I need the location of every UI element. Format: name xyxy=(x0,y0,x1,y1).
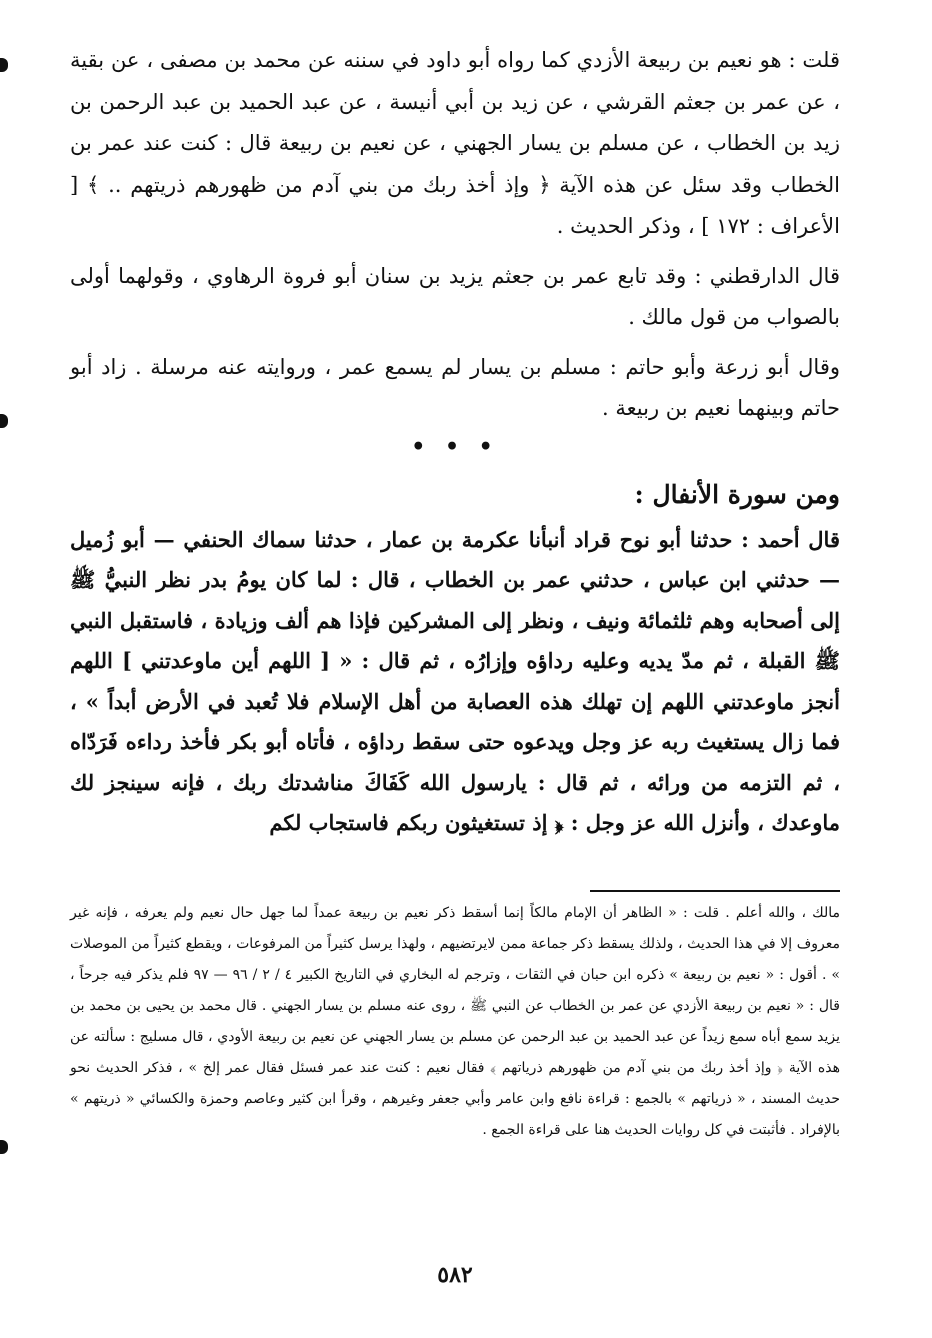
margin-mark-top xyxy=(0,58,8,72)
paragraph-abu-dawud: قلت : هو نعيم بن ربيعة الأزدي كما رواه أبو داود في سننه عن محمد بن مصفى ، عن بقية ، عن عمر بن جعثم القرشي ، عن زيد بن أبي أنيسة ، عن عبد الحميد بن عبد الرحمن بن زيد بن الخطاب ، عن مسلم بن يسار الجهني ، عن نعيم بن ربيعة قال : كنت عند عمر بن الخطاب وقد سئل عن هذه الآية ﴿ وإذ أخذ ربك من بني آدم من ظهورهم ذريتهم .. ﴾ [ الأعراف : ١٧٢ ] ، وذكر الحديث . xyxy=(70,48,840,238)
book-page xyxy=(70,40,840,1310)
margin-mark-lower xyxy=(0,1140,8,1154)
margin-mark-middle xyxy=(0,414,8,428)
hadith-text: قال أحمد : حدثنا أبو نوح قراد أنبأنا عكرمة بن عمار ، حدثنا سماك الحنفي — أبو زُميل — حدثني ابن عباس ، حدثني عمر بن الخطاب ، قال : لما كان يومُ بدر نظر النبيُّ ﷺ إلى أصحابه وهم ثلثمائة ونيف ، ونظر إلى المشركين فإذا هم ألف وزيادة ، فاستقبل النبي ﷺ القبلة ، ثم مدّ يديه وعليه رداؤه وإزارُه ، ثم قال : « [ اللهم أين ماوعدتني ] اللهم أنجز ماوعدتني اللهم إن تهلك هذه العصابة من أهل الإسلام فلا تُعبد في الأرض أبداً » ، فما زال يستغيث ربه عز وجل ويدعوه حتى سقط رداؤه ، فأتاه أبو بكر فأخذ رداءه فَرَدّاه ، ثم التزمه من ورائه ، ثم قال : يارسول الله كَفَاكَ مناشدتك ربك ، فإنه سينجز لك ماوعدك ، وأنزل الله عز وجل : ﴿ إذ تستغيثون ربكم فاستجاب لكم xyxy=(70,526,840,835)
footnote-text: مالك ، والله أعلم . قلت : « الظاهر أن الإمام مالكاً إنما أسقط ذكر نعيم بن ربيعة عمداً لما جهل حال نعيم ولم يعرفه ، فإنه غير معروف إلا في هذا الحديث ، ولذلك يسقط ذكر جماعة ممن لايرتضيهم ، ولهذا يرسل كثيراً من المرفوعات ، ويقطع كثيراً من الموصلات » . أقول : « نعيم بن ربيعة » ذكره ابن حبان في الثقات ، وترجم له البخاري في التاريخ الكبير ٤ / ٢ / ٩٦ — ٩٧ فلم يذكر فيه جرحاً ، قال : « نعيم بن ربيعة الأزدي عن عمر بن الخطاب عن النبي ﷺ ، روى عنه مسلم بن يسار الجهني . قال محمد بن يحيى بن محمد بن يزيد سمع أباه سمع زيداً عن عبد الحميد بن عبد الرحمن عن مسلم بن يسار الجهني عن نعيم بن ربيعة الأودي ، قال مسليج : سألته عن هذه الآية ﴿ وإذ أخذ ربك من بني آدم من ظهورهم ذرياتهم ﴾ فقال نعيم : كنت عند عمر فسئل فقال عمر إلخ » ، فذكر الحديث نحو حديث المسند ، « ذرياتهم » بالجمع : قراءة نافع وابن عامر وأبي جعفر وغيرهم ، وقرأ ابن كثير وعاصم وحمزة والكسائي « ذريتهم » بالإفراد . فأثبتت في كل روايات الحديث هنا على قراءة الجمع . xyxy=(70,905,840,1138)
footnote-rule xyxy=(590,890,840,892)
paragraph-daraqutni: قال الدارقطني : وقد تابع عمر بن جعثم يزيد بن سنان أبو فروة الرهاوي ، وقولهما أولى بالصواب من قول مالك . xyxy=(70,263,840,329)
page-number: ٥٨٢ xyxy=(437,1262,473,1288)
section-separator: • • • xyxy=(411,433,499,460)
paragraph-abu-zura: وقال أبو زرعة وأبو حاتم : مسلم بن يسار لم يسمع عمر ، وروايته عنه مرسلة . زاد أبو حاتم وبينهما نعيم بن ربيعة . xyxy=(70,354,840,420)
section-heading: ومن سورة الأنفال : xyxy=(634,479,840,509)
commentary-block xyxy=(70,40,840,430)
